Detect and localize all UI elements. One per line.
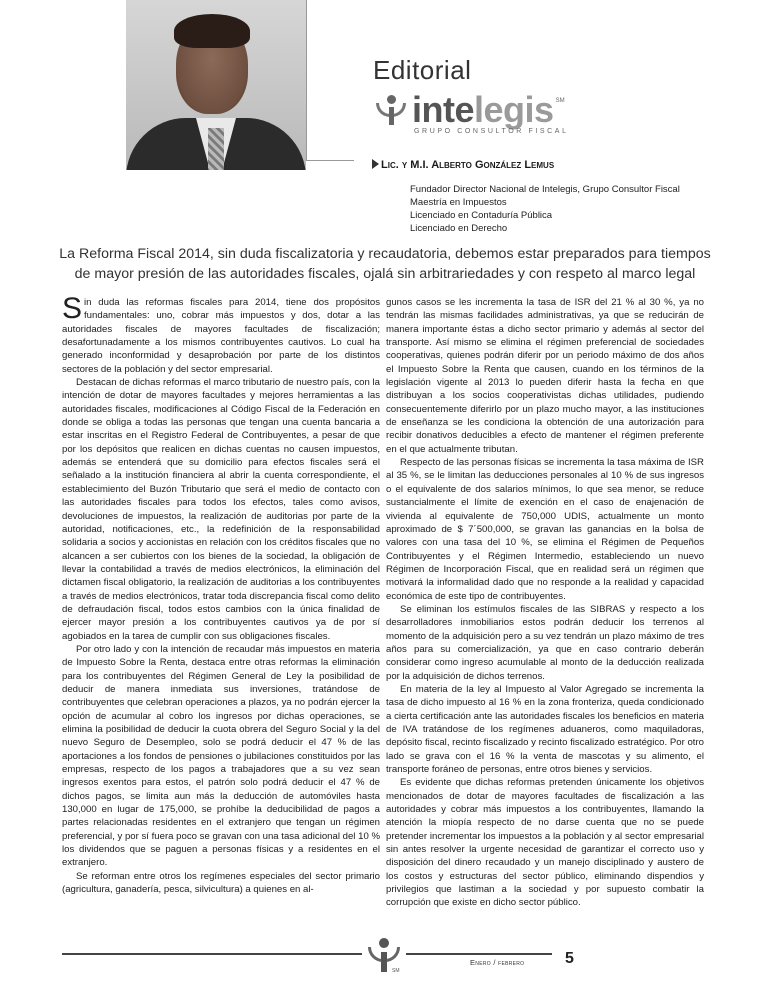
intelegis-logo xyxy=(376,90,565,130)
photo-frame-line xyxy=(306,160,354,161)
paragraph: Respecto de las personas físicas se incrementa la tasa máxima de ISR al 35 %, se le limitan las deducciones personales al 10 % de sus ingresos o el equivalente de dos salarios mínimos, lo que sea menor, se reduce sustancialmente el límite de exención en el caso de enajenación de vivienda al equivalente de 750,000 UDIS, actualmente un monto aproximado de $ 7´500,000, se gravan las ganancias en la bolsa de valores con una tasa del 10 %, se elimina el Régimen de Pequeños Contribuyentes y el Régimen Intermedio, estableciendo un nuevo Régimen de Incorporación Fiscal, que en realidad será un régimen que motivará la informalidad dado que no responde a la realidad y capacidad económica de este tipo de contribuyentes. xyxy=(386,457,704,602)
paragraph: Es evidente que dichas reformas pretenden únicamente los objetivos mencionados de dotar de mayores facultades de fiscalización a las autoridades y cobrar más impuestos a los contribuyentes, llamando la atención la miopía respecto de no darse cuenta que no se puede pretender incrementar los impuestos a la población y al sector empresarial sin antes resolver la urgente necesidad de garantizar el correcto uso y disposición del dinero recaudado y un manejo disciplinado y austero de los costos y estructuras del sector público, eliminando dispendios y privilegios que lastiman a la sociedad y por supuesto combatir la corrupción que existe en dicho sector público. xyxy=(386,777,704,909)
paragraph: Se reforman entre otros los regímenes especiales del sector primario (agricultura, ganadería, pesca, silvicultura) a quienes en al- xyxy=(62,870,380,896)
headline-line: de mayor presión de las autoridades fiscales, ojalá sin arbitrariedades y con respeto al marco legal xyxy=(74,266,696,282)
logo-word-part1: inte xyxy=(412,89,475,130)
credential-line: Maestría en Impuestos xyxy=(410,197,507,208)
triangle-bullet-icon xyxy=(372,159,379,169)
photo-frame-line xyxy=(306,0,307,160)
photo-tie xyxy=(208,128,224,170)
logo-tagline: GRUPO CONSULTOR FISCAL xyxy=(414,128,569,135)
paragraph: Sin duda las reformas fiscales para 2014, tiene dos propósitos fundamentales: uno, cobrar más impuestos y dos, dotar a las autoridades fiscales de mayores facultades de fiscalización; desafortunadamente a los mismos contribuyentes cautivos. Lo cual ha generado inconformidad y desaprobación por parte de los distintos sectores de la población y del sector empresarial. xyxy=(62,292,380,375)
intelegis-logo-icon xyxy=(376,95,406,125)
footer-logo-mark: SM xyxy=(392,968,400,974)
paragraph: En materia de la ley al Impuesto al Valor Agregado se incrementa la tasa de dicho impuesto al 16 % en la zona fronteriza, queda condicionado a cierta certificación ante las autoridades fiscales los beneficios en materia de IVA tratándose de los regímenes aduaneros, como maquiladoras, depósito fiscal, recinto fiscalizado y recinto fiscalizado estratégico. Por otro lado se grava con el 16 % la venta de mascotas y su alimento, el transporte foráneo de personas, entre otros bienes y servicios. xyxy=(386,683,704,776)
article-column-left xyxy=(62,292,380,896)
footer-logo-icon xyxy=(366,938,402,974)
page-number: 5 xyxy=(565,950,574,967)
author-photo xyxy=(126,0,306,170)
paragraph: gunos casos se les incrementa la tasa de ISR del 21 % al 30 %, ya no tendrán las mismas facilidades administrativas, ya que se reducirán de manera importante éstas a dicho sector primario y además al sector del transporte. Así mismo se elimina el régimen preferencial de sociedades cooperativas, quienes podrán diferir por un periodo máximo de dos años el Impuesto Sobre la Renta que causen, cuando en los términos de la legislación vigente al 2013 lo pueden diferir hasta la fecha en que distribuyan a los socios cooperativistas dichas utilidades, pudiendo consecuentemente diferirlo por un plazo mucho mayor, a las instituciones de enseñanza se les condiciona la obtención de una autorización para recibir donativos deducibles a efecto de mantener el régimen preferente en el que actualmente tributan. xyxy=(386,297,704,455)
drop-cap: S xyxy=(62,292,83,325)
paragraph: Por otro lado y con la intención de recaudar más impuestos en materia de Impuesto Sobre la Renta, destaca entre otras reformas la eliminación para los contribuyentes del Régimen General de Ley la posibilidad de deducir de manera inmediata sus inversiones, tratándose de contribuyentes que celebran operaciones a plazos, ya no podrán ejercer la opción de acumular al cobro los ingresos por dichas operaciones, se elimina la posibilidad de deducir la cuota obrera del Seguro Social y la del nuevo Seguro de Desempleo, solo se podrá deducir el 47 % de las aportaciones a los fondos de pensiones o jubilaciones constituidos por las empresas, respecto de los pagos a trabajadores que a su vez sean ingresos exentos para estos, el patrón solo podrá deducir el 47 % de dichos pagos, se limita aun más la deducción de automóviles hasta 130,000 en lugar de 175,000, se prohíbe la deducibilidad de pagos a partes relacionadas residentes en el extranjero que tengan un régimen preferencial, y por sí fuera poco se gravan con una tasa adicional del 10 % los dividendos que se paguen a personas físicas y a residentes en el extranjero. xyxy=(62,643,380,869)
credential-line: Fundador Director Nacional de Intelegis, Grupo Consultor Fiscal xyxy=(410,184,680,195)
author-name xyxy=(372,159,554,171)
headline-line: La Reforma Fiscal 2014, sin duda fiscalizatoria y recaudatoria, debemos estar preparados para tiempos xyxy=(59,246,711,262)
author-name-text: Lic. y M.I. Alberto González Lemus xyxy=(381,159,555,171)
author-credentials xyxy=(410,183,680,235)
article-headline xyxy=(40,244,730,284)
photo-hair xyxy=(174,14,250,48)
article-column-right xyxy=(386,296,704,910)
section-title: Editorial xyxy=(373,55,472,85)
logo-word-part2: legis xyxy=(474,89,554,130)
footer-rule xyxy=(62,953,362,955)
credential-line: Licenciado en Contaduría Pública xyxy=(410,210,553,221)
credential-line: Licenciado en Derecho xyxy=(410,223,508,234)
paragraph: Se eliminan los estímulos fiscales de las SIBRAS y respecto a los desarrolladores inmobiliarios estos podrán deducir los terrenos al momento de la adquisición pero a su vez tendrán un plazo máximo de tres años para su comercialización, ya que en caso contrario deberán considerar como ingreso acumulable al monto de la deducción realizada por la adquisición de dichos terrenos. xyxy=(386,603,704,682)
footer-rule xyxy=(406,953,552,955)
issue-label: Enero / febrero xyxy=(470,958,525,967)
paragraph: Destacan de dichas reformas el marco tributario de nuestro país, con la intención de dotar de mayores facultades y mejores herramientas a las autoridades fiscales, modificaciones al Código Fiscal de la Federación en donde se obliga a todas las personas que tengan una cuenta bancaria a estar inscritas en el Registro Federal de Contribuyentes, a pesar de que por los depósitos que realicen en dichas cuentas no causen impuestos, además se entenderá que su domicilio para efectos fiscales será el señalado a la institución financiera al abrir la cuenta correspondiente, el establecimiento del Buzón Tributario que será el medio de contacto con las autoridades fiscales para todos los efectos, tales como avisos, devoluciones de impuestos, la realización de auditorias por parte de la autoridad, notificaciones, etc., la redefinición de la responsabilidad solidaria a socios y accionistas en relación con los créditos fiscales que no alcancen a ser cubiertos con los bienes de la sociedad, la obligación de llevar la contabilidad a través de medios electrónicos, la eliminación del dictamen fiscal obligatorio, la realización de auditorias a los contribuyentes a través de medios electrónicos, tratar toda discrepancia fiscal como delito de defraudación fiscal, todos estos cambios con la única finalidad de ejercer mayor presión a los contribuyentes cautivos ya de por sí agobiados en la tarea de cumplir con sus obligaciones fiscales. xyxy=(62,377,380,642)
logo-service-mark: SM xyxy=(555,98,565,104)
